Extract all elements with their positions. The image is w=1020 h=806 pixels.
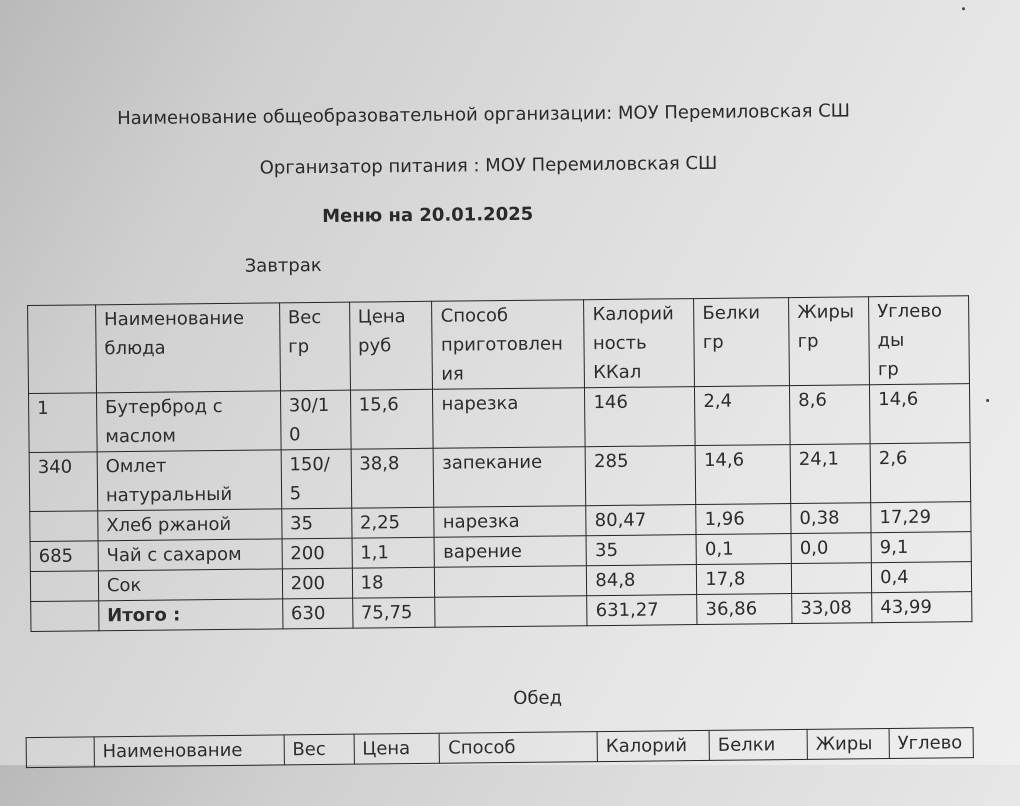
header-cell-number <box>28 305 97 394</box>
header-cell-method: Способ приготовлен ия <box>432 300 585 390</box>
cell-protein: 1,96 <box>696 504 791 535</box>
header-cell-dish: Наименование блюда <box>95 303 280 393</box>
cell-dish: Бутерброд с маслом <box>96 391 280 452</box>
header-cell-price: Цена руб <box>349 301 433 390</box>
paper-speck <box>962 7 965 10</box>
header-cell-method: Способ <box>440 732 598 764</box>
total-protein: 36,86 <box>697 594 792 625</box>
table-row <box>29 384 971 453</box>
cell-calories: 35 <box>586 535 696 566</box>
total-weight: 630 <box>282 598 352 629</box>
cell-weight: 30/1 0 <box>280 390 351 450</box>
cell-carbs: 0,4 <box>871 562 971 593</box>
lunch-title: Обед <box>513 687 563 709</box>
cell-price: 15,6 <box>350 389 434 449</box>
cell-weight: 150/ 5 <box>281 449 352 509</box>
header-cell-carbs: Углево <box>889 728 973 759</box>
total-carbs: 43,99 <box>872 592 972 623</box>
cell-price: 38,8 <box>351 448 435 508</box>
lunch-table <box>26 727 974 768</box>
table-row <box>29 443 971 512</box>
cell-method: варение <box>435 536 587 568</box>
cell-protein: 0,1 <box>696 534 791 565</box>
cell-price: 18 <box>352 567 435 598</box>
cell-method <box>435 596 587 628</box>
cell-method: запекание <box>434 447 587 508</box>
organization-line: Наименование общеобразовательной организации: МОУ Перемиловская СШ <box>117 100 851 130</box>
total-label: Итого : <box>99 599 283 631</box>
cell-fat <box>791 563 871 594</box>
header-cell-weight: Вес <box>284 734 354 765</box>
header-cell-fat: Жиры гр <box>789 297 870 386</box>
header-cell-dish: Наименование <box>94 735 284 767</box>
total-price: 75,75 <box>352 597 435 628</box>
header-cell-calories: Калорий ность ККал <box>584 299 695 388</box>
header-cell-weight: Вес гр <box>279 302 350 391</box>
cell-weight: 35 <box>281 508 351 539</box>
cell-fat: 0,0 <box>791 533 871 564</box>
total-fat: 33,08 <box>792 593 872 624</box>
cell-method: нарезка <box>434 506 586 538</box>
cell-number <box>30 571 98 602</box>
breakfast-table <box>27 295 972 632</box>
cell-calories: 84,8 <box>587 565 697 596</box>
total-calories: 631,27 <box>587 595 697 626</box>
cell-carbs: 17,29 <box>871 502 971 533</box>
cell-carbs: 2,6 <box>870 443 971 503</box>
cell-dish: Сок <box>98 569 282 601</box>
cell-number <box>30 511 98 542</box>
table-header-row <box>28 296 970 394</box>
breakfast-title: Завтрак <box>244 254 322 277</box>
cell-fat: 24,1 <box>790 444 871 504</box>
cell-calories: 285 <box>585 446 696 506</box>
cell-protein: 2,4 <box>695 386 790 446</box>
cell-weight: 200 <box>282 568 352 599</box>
header-cell-number <box>26 737 94 768</box>
cell-number: 1 <box>29 393 97 453</box>
cell-protein: 14,6 <box>695 445 790 505</box>
header-cell-calories: Калорий <box>597 730 709 761</box>
cell-weight: 200 <box>282 538 352 569</box>
cell-number: 340 <box>29 452 97 512</box>
cell-dish: Омлет натуральный <box>97 450 281 511</box>
cell-fat: 0,38 <box>791 503 871 534</box>
cell-carbs: 9,1 <box>871 532 971 563</box>
table-header-row <box>26 728 973 768</box>
cell-calories: 146 <box>585 387 696 447</box>
header-cell-price: Цена <box>354 733 440 764</box>
cell-calories: 80,47 <box>586 505 696 536</box>
cell-number: 685 <box>30 541 98 572</box>
paper-speck <box>986 399 989 402</box>
cell-dish: Чай с сахаром <box>98 539 282 571</box>
caterer-line: Организатор питания : МОУ Перемиловская СШ <box>259 152 718 179</box>
header-cell-protein: Белки гр <box>694 298 790 387</box>
cell-number <box>31 601 99 632</box>
header-cell-fat: Жиры <box>807 729 889 760</box>
cell-dish: Хлеб ржаной <box>98 509 282 541</box>
cell-fat: 8,6 <box>790 385 871 445</box>
header-cell-protein: Белки <box>709 729 807 760</box>
cell-method <box>435 566 587 598</box>
cell-method: нарезка <box>433 388 586 449</box>
cell-price: 2,25 <box>351 507 434 538</box>
header-cell-carbs: Углево ды гр <box>869 296 970 385</box>
menu-date-title: Меню на 20.01.2025 <box>322 203 534 227</box>
cell-price: 1,1 <box>352 537 435 568</box>
cell-protein: 17,8 <box>697 564 792 595</box>
cell-carbs: 14,6 <box>870 384 971 444</box>
